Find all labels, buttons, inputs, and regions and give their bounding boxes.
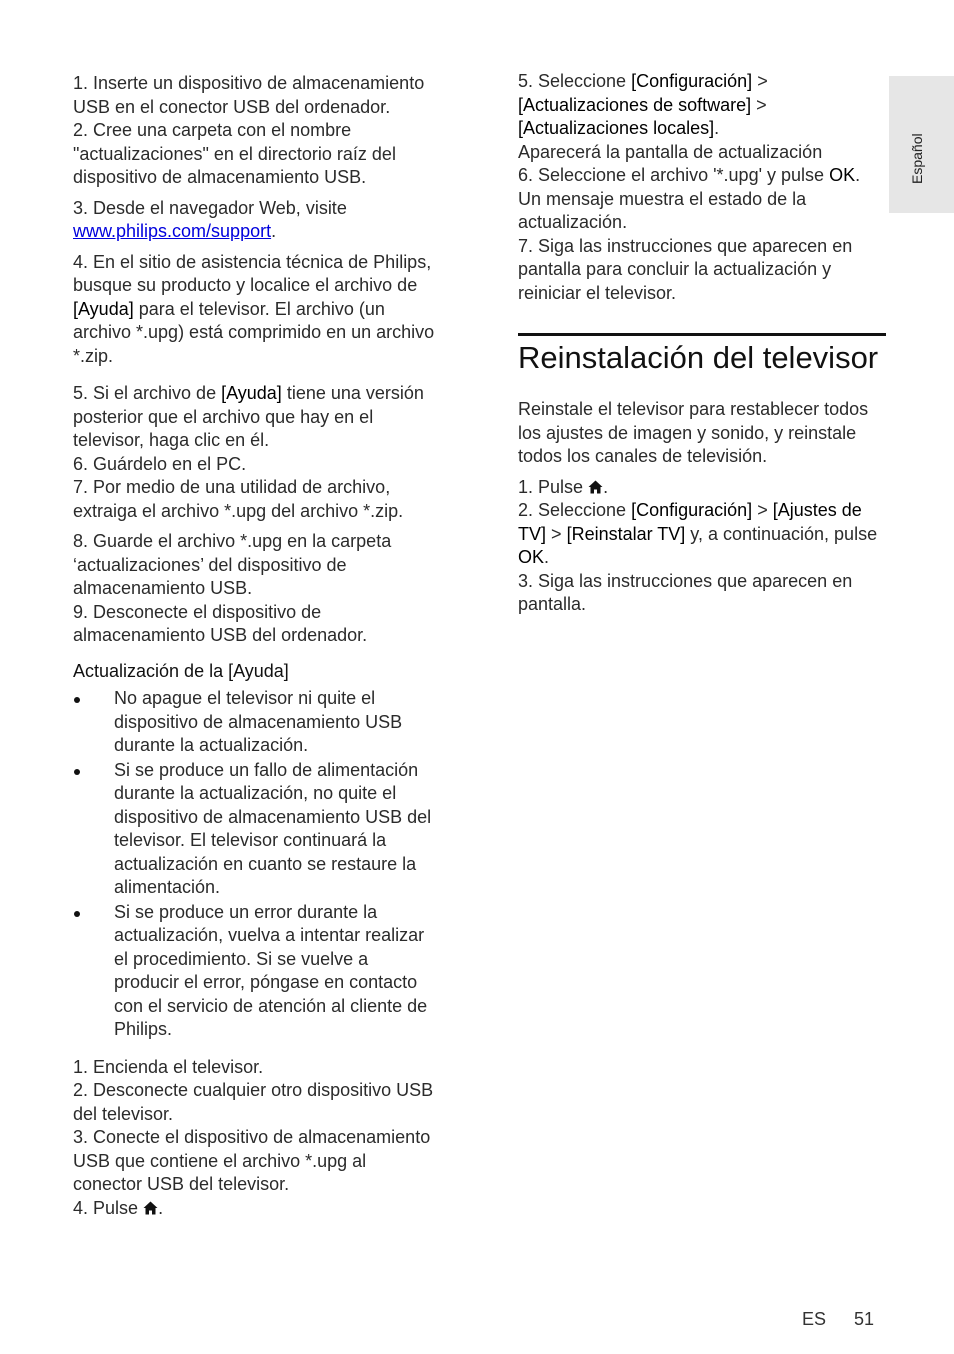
final-step-2: 2. Desconecte cualquier otro dispositivo USB del televisor.: [73, 1080, 434, 1124]
reinstall-step-2-mid: y, a continuación, pulse: [690, 523, 878, 544]
update-subheading: Actualización de la [Ayuda]: [73, 660, 289, 681]
step-7: 7. Por medio de una utilidad de archivo, extraiga el archivo *.upg del archivo *.zip.: [73, 477, 404, 521]
final-step-3: 3. Conecte el dispositivo de almacenamiento USB que contiene el archivo *.upg al conector USB del televisor.: [73, 1127, 431, 1194]
menu-actualizaciones-software: [Actualizaciones de software]: [518, 94, 752, 115]
final-step-4-period: .: [158, 1197, 164, 1218]
bullet-icon: [74, 911, 80, 917]
ok-key: OK: [829, 165, 856, 185]
menu-configuracion: [Configuración]: [631, 71, 753, 91]
step-5-text-b: tiene una versión posterior que el archivo que hay en el televisor, haga clic en él.: [73, 383, 424, 450]
update-step-6-text: 6. Seleccione el archivo '*.upg' y pulse: [518, 165, 825, 185]
step-1: 1. Inserte un dispositivo de almacenamiento USB en el conector USB del ordenador.: [73, 73, 425, 117]
step-9: 9. Desconecte el dispositivo de almacenamiento USB del ordenador.: [73, 601, 368, 645]
bullet-icon: [74, 697, 80, 703]
step-4: [73, 251, 438, 369]
list-item-text: No apague el televisor ni quite el dispositivo de almacenamiento USB durante la actualización.: [114, 688, 403, 755]
step-5: [73, 382, 438, 453]
update-step-5-note: Aparecerá la pantalla de actualización: [518, 141, 823, 162]
reinstall-step-1: [518, 476, 886, 500]
update-step-7: 7. Siga las instrucciones que aparecen en pantalla para concluir la actualización y reiniciar el televisor.: [518, 235, 853, 303]
right-column: [518, 70, 886, 617]
left-column: [73, 72, 438, 1220]
final-step-1: 1. Encienda el televisor.: [73, 1056, 264, 1077]
final-step-4-text: 4. Pulse: [73, 1197, 139, 1218]
home-icon: [143, 1201, 158, 1215]
warning-list: [73, 687, 438, 1042]
step-4-ayuda-term: [Ayuda]: [73, 298, 134, 319]
update-step-5-text: 5. Seleccione: [518, 71, 627, 91]
step-5-ayuda-term: [Ayuda]: [221, 383, 282, 403]
menu-actualizaciones-locales: [Actualizaciones locales]: [518, 118, 715, 138]
list-item: [73, 759, 438, 900]
step-4-text-a: 4. En el sitio de asistencia técnica de Philips, busque su producto y localice el archivo de: [73, 251, 432, 295]
section-heading: Reinstalación del televisor: [518, 340, 879, 375]
page-number: 51: [854, 1309, 875, 1329]
step-3-period: .: [271, 221, 277, 241]
section-divider: [518, 333, 886, 336]
menu-ajustes-tv: [Ajustes de TV]: [518, 500, 862, 544]
update-step-5: [518, 70, 886, 141]
list-item-text: Si se produce un fallo de alimentación durante la actualización, no quite el dispositivo de almacenamiento USB del televisor. El televisor continuará la actualización en cuanto se restaure la alimentación.: [114, 759, 432, 897]
step-5-text-a: 5. Si el archivo de: [73, 383, 217, 403]
step-6: 6. Guárdelo en el PC.: [73, 453, 247, 474]
ok-key: OK: [518, 547, 545, 567]
menu-separator: >: [756, 94, 767, 115]
page-footer: [802, 1309, 874, 1330]
language-tab: [889, 76, 954, 213]
step-3: [73, 197, 438, 244]
philips-support-link[interactable]: www.philips.com/support: [73, 221, 272, 241]
list-item: [73, 901, 438, 1042]
footer-language-code: ES: [802, 1309, 827, 1329]
menu-separator: >: [551, 523, 562, 544]
menu-reinstalar-tv: [Reinstalar TV]: [566, 523, 686, 544]
bullet-icon: [74, 769, 80, 775]
step-3-text: 3. Desde el navegador Web, visite: [73, 197, 347, 218]
final-step-4: [73, 1197, 438, 1221]
section-intro: Reinstale el televisor para restablecer todos los ajustes de imagen y sonido, y reinstale todos los canales de televisión.: [518, 399, 869, 466]
reinstall-step-1-period: .: [603, 476, 609, 497]
update-step-6-period: .: [855, 165, 861, 185]
home-icon: [588, 480, 603, 494]
update-step-6: [518, 164, 886, 188]
step-8: 8. Guarde el archivo *.upg en la carpeta ‘actualizaciones’ del dispositivo de almacenamiento USB.: [73, 531, 392, 598]
language-tab-label: Español: [909, 133, 925, 184]
step-4-text-b: para el televisor. El archivo (un archivo *.upg) está comprimido en un archivo *.zip.: [73, 298, 435, 366]
reinstall-step-2-text: 2. Seleccione: [518, 500, 627, 520]
update-step-6-note: Un mensaje muestra el estado de la actualización.: [518, 188, 807, 232]
menu-separator: >: [757, 500, 768, 520]
step-2: 2. Cree una carpeta con el nombre "actualizaciones" en el directorio raíz del dispositivo de almacenamiento USB.: [73, 120, 396, 187]
reinstall-step-2: [518, 499, 886, 570]
reinstall-step-1-text: 1. Pulse: [518, 476, 584, 497]
reinstall-step-3: 3. Siga las instrucciones que aparecen en pantalla.: [518, 570, 853, 614]
update-step-5-period: .: [714, 118, 720, 138]
menu-configuracion: [Configuración]: [631, 500, 753, 520]
list-item-text: Si se produce un error durante la actualización, vuelva a intentar realizar el procedimiento. Si se vuelve a producir el error, póngase en contacto con el servicio de atención al cliente de Philips.: [114, 901, 428, 1039]
reinstall-step-2-period: .: [544, 547, 550, 567]
menu-separator: >: [757, 71, 768, 91]
list-item: [73, 687, 438, 758]
